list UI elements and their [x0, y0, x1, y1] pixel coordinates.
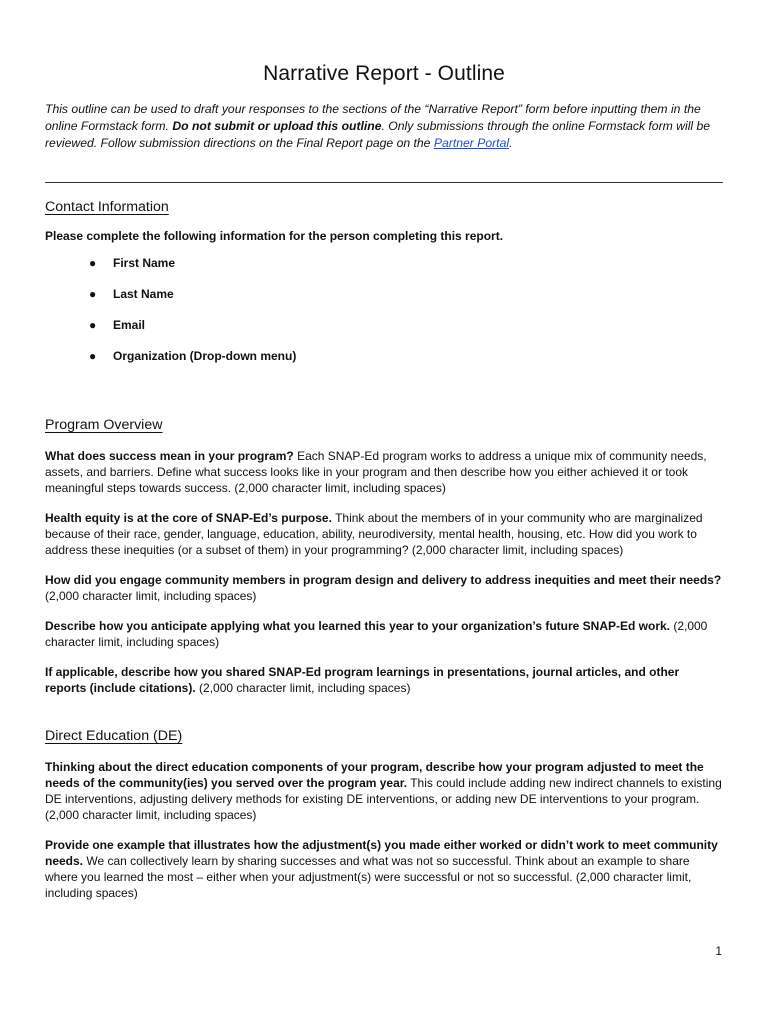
- document-page: [45, 62, 723, 901]
- list-item: [45, 255, 723, 286]
- question-detail: This could include adding new indirect channels to existing DE interventions, adjusting delivery methods for existing DE interventions, or adding new DE interventions to your program. (2,000 character limit, including spaces): [45, 776, 722, 822]
- question-paragraph: [45, 510, 723, 558]
- page-title: Narrative Report - Outline: [263, 62, 505, 85]
- contact-heading: Contact Information: [45, 199, 169, 215]
- list-item: [45, 317, 723, 348]
- bullet-icon: ●: [89, 349, 97, 363]
- bullet-icon: ●: [89, 256, 97, 270]
- question-paragraph: [45, 837, 723, 901]
- question-paragraph: [45, 759, 723, 823]
- question-prompt: Health equity is at the core of SNAP-Ed’s purpose.: [45, 511, 332, 525]
- question-detail: We can collectively learn by sharing successes and what was not so successful. Think about an example to share where you learned the most – either when your adjustment(s) were successful or not so successful. (2,000 character limit, including spaces): [45, 854, 692, 900]
- question-prompt: Thinking about the direct education components of your program, describe how your program adjusted to meet the needs of the community(ies) you served over the program year.: [45, 760, 704, 790]
- question-paragraph: [45, 664, 723, 696]
- question-detail: (2,000 character limit, including spaces): [195, 681, 411, 695]
- field-label: Email: [113, 318, 146, 332]
- question-prompt: If applicable, describe how you shared SNAP-Ed program learnings in presentations, journal articles, and other reports (include citations).: [45, 665, 680, 695]
- question-detail: Each SNAP-Ed program works to address a unique mix of community needs, assets, and barriers. Define what success looks like in your program and then describe how you either achieved it or took meaningful steps towards success. (2,000 character limit, including spaces): [45, 449, 707, 495]
- field-label: Last Name: [113, 287, 174, 301]
- bullet-icon: ●: [89, 318, 97, 332]
- question-detail: Think about the members of in your community who are marginalized because of their race, gender, language, education, ability, neurodiversity, mental health, housing, etc. How did you work to address these inequities (or a subset of them) in your programming? (2,000 character limit, including spaces): [45, 511, 703, 557]
- contact-lead: Please complete the following information for the person completing this report.: [45, 229, 504, 243]
- list-item: [45, 286, 723, 317]
- question-paragraph: [45, 618, 723, 650]
- partner-portal-link[interactable]: Partner Portal: [433, 136, 510, 150]
- intro-text-b: . Only submissions through the online Formstack form will be reviewed. Follow submission directions on the Final Report page on the: [45, 119, 711, 150]
- bullet-icon: ●: [89, 287, 97, 301]
- page-number: 1: [715, 944, 722, 958]
- question-prompt: Provide one example that illustrates how the adjustment(s) you made either worked or didn’t work to meet community needs.: [45, 838, 718, 868]
- section-divider: [45, 182, 723, 183]
- field-label: First Name: [113, 256, 176, 270]
- question-prompt: How did you engage community members in program design and delivery to address inequities and meet their needs?: [45, 573, 722, 587]
- field-label: Organization (Drop-down menu): [113, 349, 297, 363]
- question-paragraph: [45, 572, 723, 604]
- direct-education-heading: Direct Education (DE): [45, 728, 183, 744]
- intro-paragraph: [45, 101, 723, 152]
- question-paragraph: [45, 448, 723, 496]
- question-detail: (2,000 character limit, including spaces): [45, 589, 257, 603]
- program-overview-heading: Program Overview: [45, 417, 163, 433]
- intro-text-a: This outline can be used to draft your responses to the sections of the “Narrative Report” form before inputting them in the online Formstack form.: [45, 102, 701, 133]
- intro-warning: Do not submit or upload this outline: [172, 119, 382, 133]
- list-item: [45, 348, 723, 379]
- contact-field-list: [45, 255, 723, 379]
- question-detail: (2,000 character limit, including spaces): [45, 619, 708, 649]
- question-prompt: What does success mean in your program?: [45, 449, 294, 463]
- intro-text-c: .: [509, 136, 513, 150]
- question-prompt: Describe how you anticipate applying what you learned this year to your organization’s future SNAP-Ed work.: [45, 619, 670, 633]
